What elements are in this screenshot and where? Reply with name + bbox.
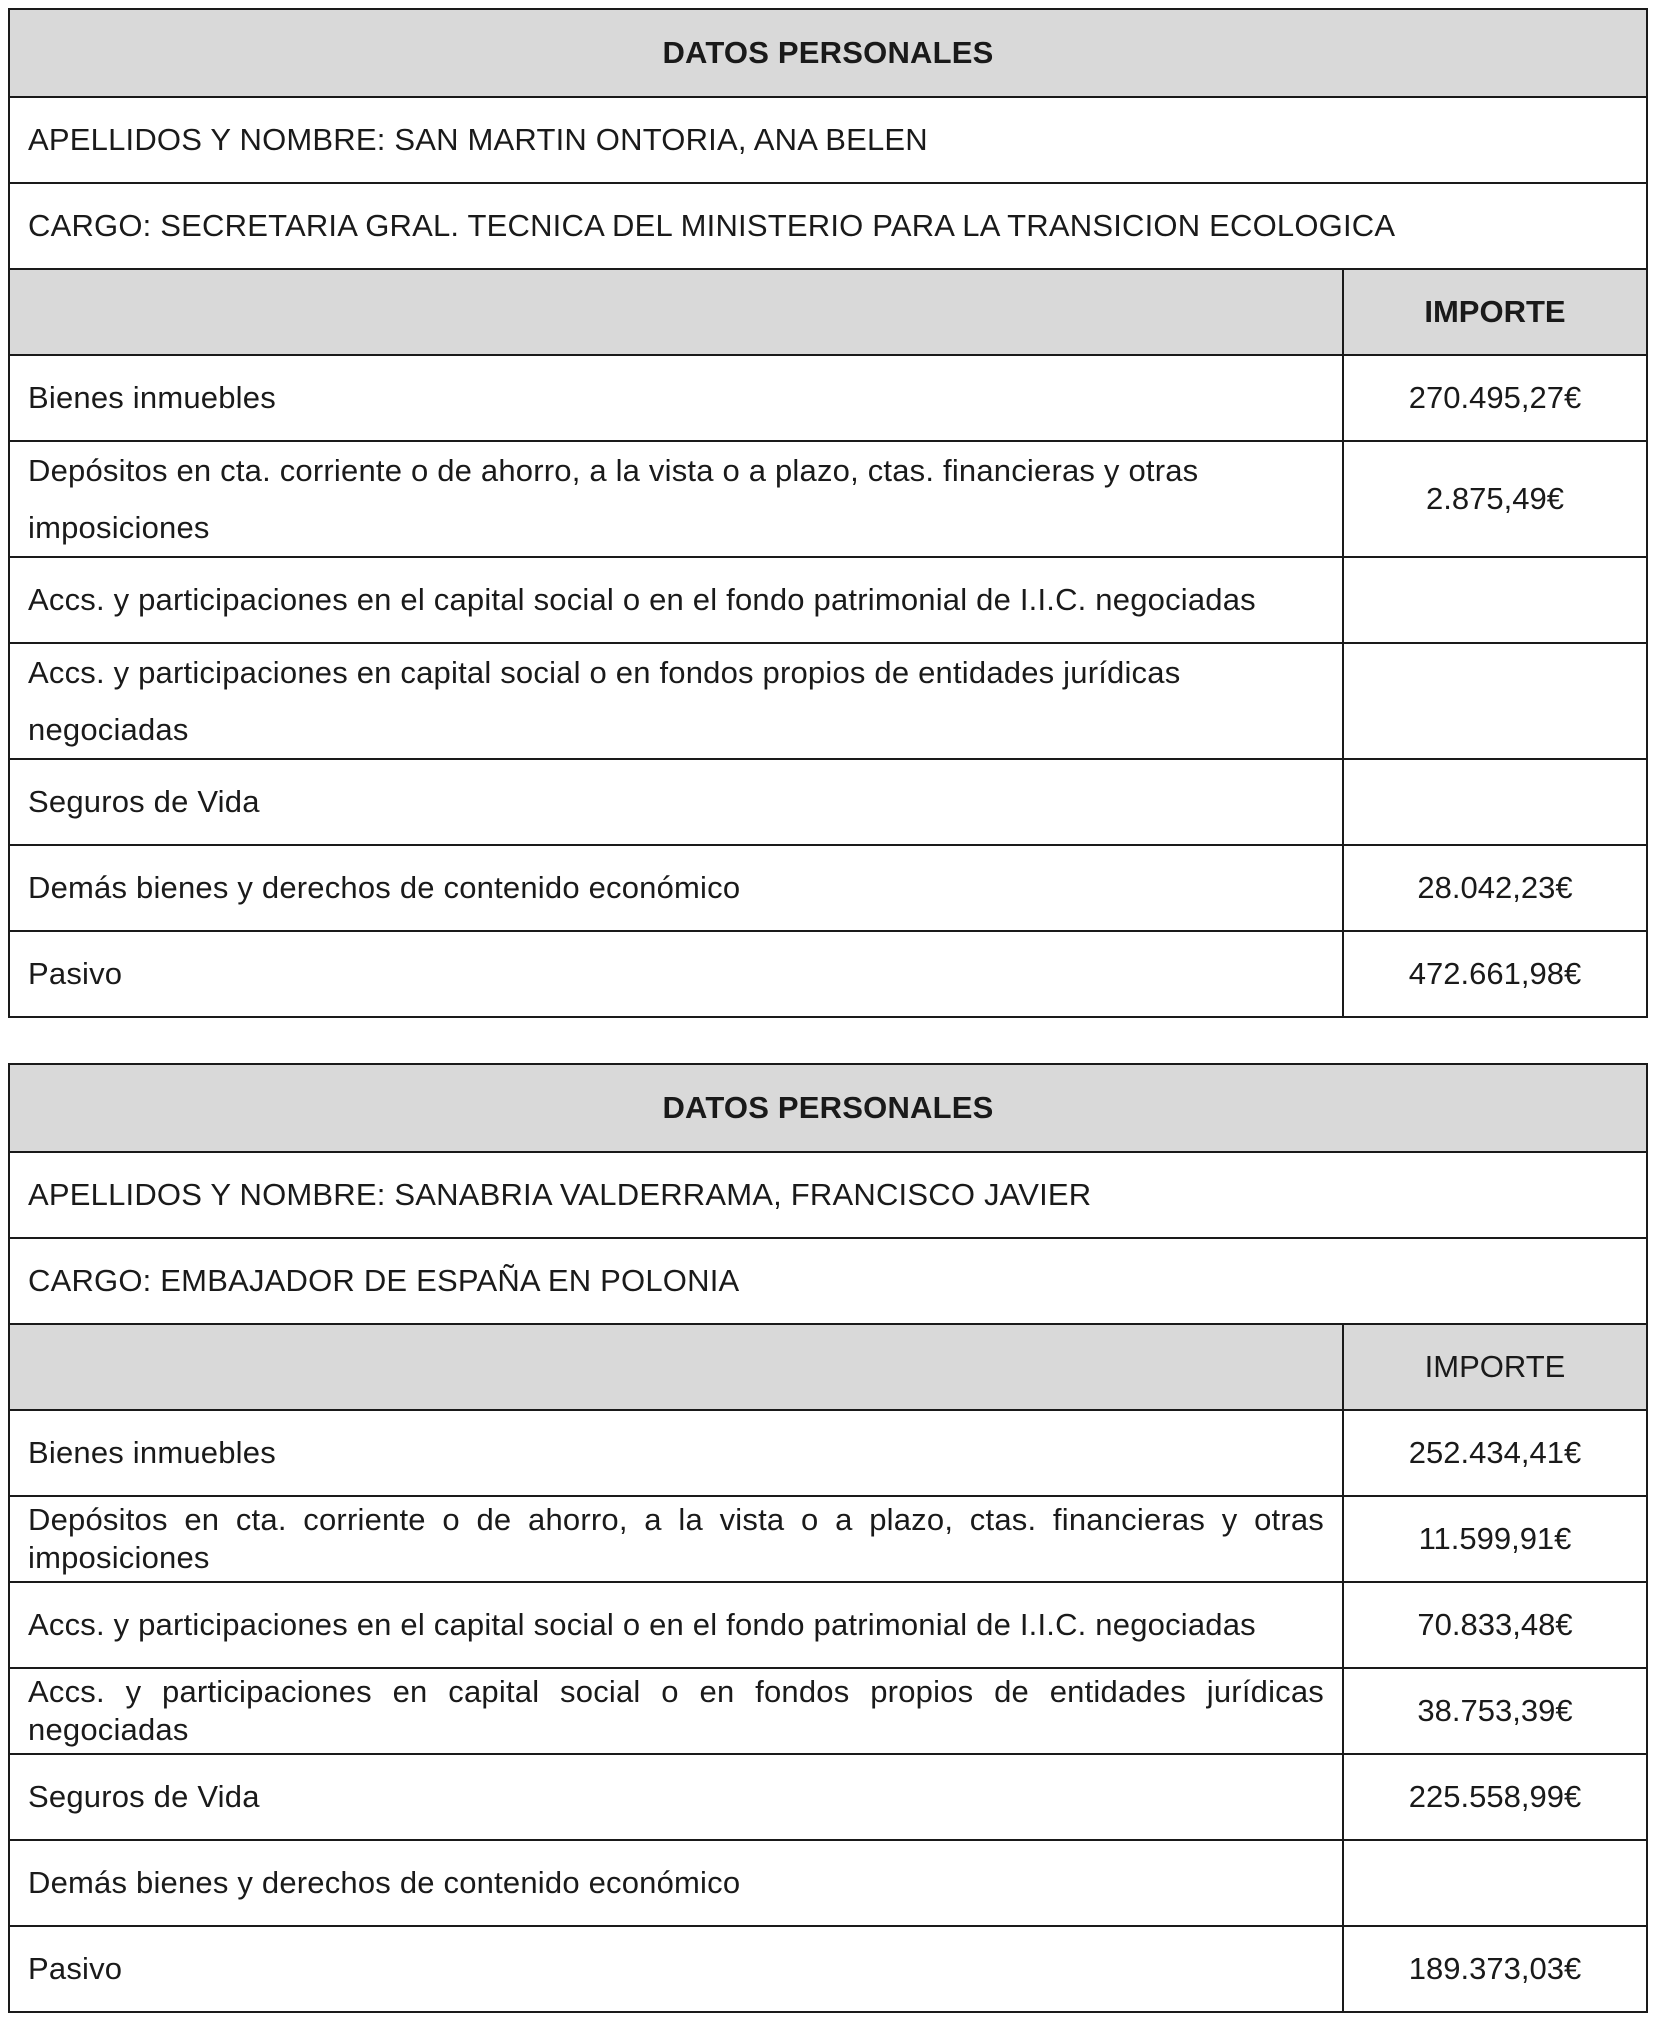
- row-label: Accs. y participaciones en capital social o en fondos propios de entidades jurídicas negociadas: [10, 644, 1344, 758]
- cargo-row: [10, 1237, 1646, 1323]
- row-amount: [1344, 760, 1646, 844]
- table-row: [10, 844, 1646, 930]
- table-row: [10, 354, 1646, 440]
- full-name: APELLIDOS Y NOMBRE: SANABRIA VALDERRAMA, FRANCISCO JAVIER: [28, 1177, 1092, 1212]
- full-name: APELLIDOS Y NOMBRE: SAN MARTIN ONTORIA, ANA BELEN: [28, 122, 928, 157]
- table-row: [10, 758, 1646, 844]
- section-title: DATOS PERSONALES: [10, 1065, 1646, 1151]
- row-label: Demás bienes y derechos de contenido económico: [10, 1841, 1344, 1925]
- name-row: [10, 1151, 1646, 1237]
- declaration-table-1: [8, 8, 1648, 1018]
- position: CARGO: SECRETARIA GRAL. TECNICA DEL MINISTERIO PARA LA TRANSICION ECOLOGICA: [28, 208, 1396, 243]
- row-amount: 70.833,48€: [1417, 1607, 1573, 1642]
- row-amount: 38.753,39€: [1417, 1693, 1573, 1728]
- table-row: [10, 642, 1646, 758]
- table-row: [10, 440, 1646, 556]
- title-row: [10, 1065, 1646, 1151]
- row-label: Accs. y participaciones en capital social o en fondos propios de entidades jurídicas negociadas: [10, 1669, 1344, 1753]
- table-row: [10, 1581, 1646, 1667]
- table-row: [10, 1839, 1646, 1925]
- row-amount: 11.599,91€: [1418, 1521, 1572, 1556]
- name-row: [10, 96, 1646, 182]
- table-row: [10, 1925, 1646, 2011]
- table-row: [10, 1667, 1646, 1753]
- row-amount: 252.434,41€: [1408, 1435, 1582, 1470]
- header-empty-cell: [10, 270, 1344, 354]
- table-row: [10, 1409, 1646, 1495]
- row-amount: [1344, 1841, 1646, 1925]
- amount-header: IMPORTE: [1344, 270, 1646, 354]
- table-row: [10, 1495, 1646, 1581]
- row-label: Seguros de Vida: [10, 760, 1344, 844]
- amount-header: IMPORTE: [1344, 1325, 1646, 1409]
- position: CARGO: EMBAJADOR DE ESPAÑA EN POLONIA: [28, 1263, 740, 1298]
- row-label: Demás bienes y derechos de contenido económico: [10, 846, 1344, 930]
- table-row: [10, 556, 1646, 642]
- row-label: Pasivo: [10, 1927, 1344, 2011]
- title-row: [10, 10, 1646, 96]
- section-title: DATOS PERSONALES: [10, 10, 1646, 96]
- row-amount: [1344, 558, 1646, 642]
- table-row: [10, 1753, 1646, 1839]
- row-amount: 189.373,03€: [1408, 1951, 1582, 1986]
- row-label: Pasivo: [10, 932, 1344, 1016]
- cargo-row: [10, 182, 1646, 268]
- row-label: Bienes inmuebles: [10, 356, 1344, 440]
- row-label: Seguros de Vida: [10, 1755, 1344, 1839]
- row-amount: 28.042,23€: [1417, 870, 1573, 905]
- row-label: Depósitos en cta. corriente o de ahorro, a la vista o a plazo, ctas. financieras y otras imposiciones: [10, 1497, 1344, 1581]
- row-label: Accs. y participaciones en el capital social o en el fondo patrimonial de I.I.C. negociadas: [10, 558, 1344, 642]
- row-label: Depósitos en cta. corriente o de ahorro, a la vista o a plazo, ctas. financieras y otras imposiciones: [10, 442, 1344, 556]
- row-label: Bienes inmuebles: [10, 1411, 1344, 1495]
- table-row: [10, 930, 1646, 1016]
- row-amount: 270.495,27€: [1408, 380, 1582, 415]
- declaration-table-2: [8, 1063, 1648, 2013]
- row-amount: 2.875,49€: [1426, 481, 1564, 516]
- row-amount: 472.661,98€: [1408, 956, 1582, 991]
- header-empty-cell: [10, 1325, 1344, 1409]
- row-amount: [1344, 644, 1646, 758]
- header-row: [10, 268, 1646, 354]
- row-label: Accs. y participaciones en el capital social o en el fondo patrimonial de I.I.C. negociadas: [10, 1583, 1344, 1667]
- row-amount: 225.558,99€: [1408, 1779, 1582, 1814]
- header-row: [10, 1323, 1646, 1409]
